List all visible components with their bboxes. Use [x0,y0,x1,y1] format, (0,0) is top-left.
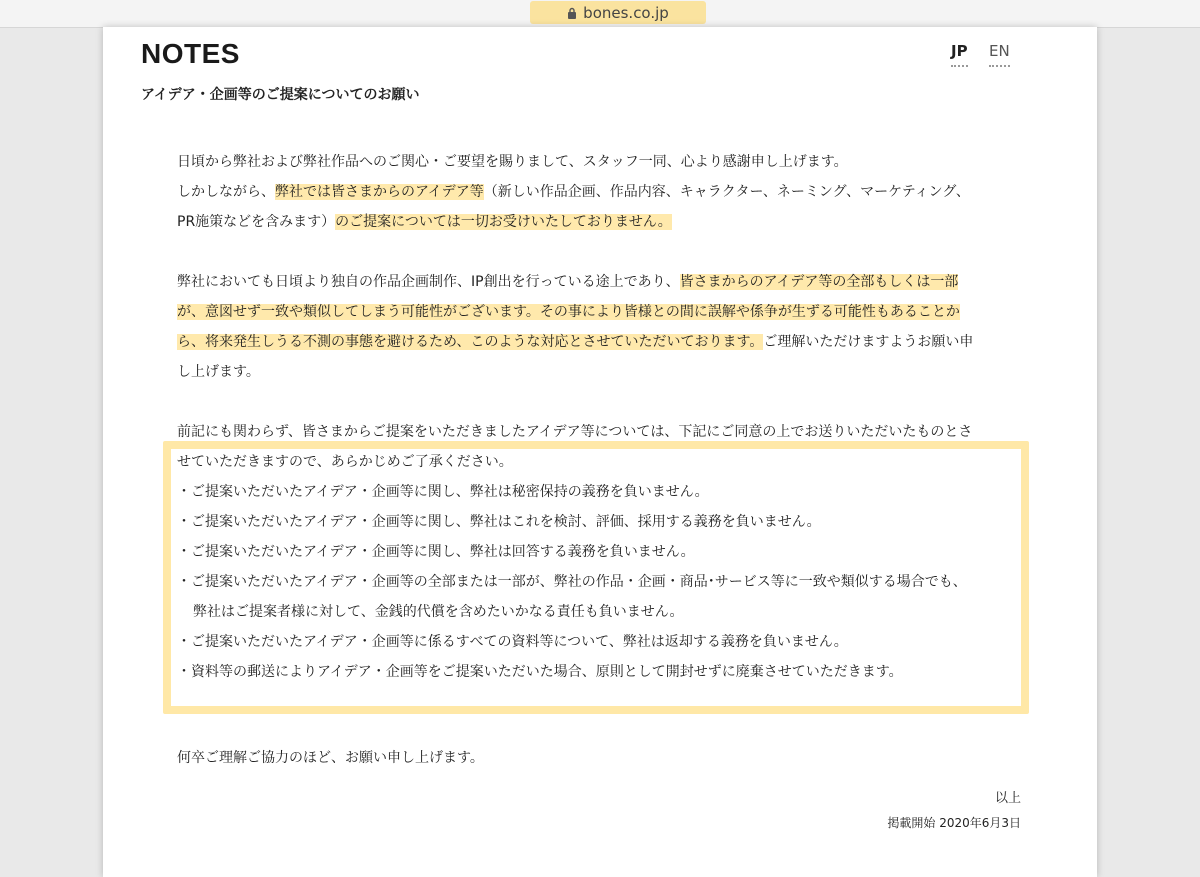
paragraph-1-line-2 [177,177,1037,207]
bullet-item: ・ご提案いただいたアイデア・企画等の全部または一部が、弊社の作品・企画・商品･サービス等に一致や類似する場合でも、 [177,574,967,590]
notes-page [103,27,1097,877]
url-text: bones.co.jp [583,3,669,22]
ijo-text: 以上 [994,791,1021,806]
address-field[interactable] [530,1,706,24]
paragraph-spacer [177,387,1037,417]
bullet-item: ・ご提案いただいたアイデア・企画等に関し、弊社はこれを検討、評価、採用する義務を負いません。 [177,514,821,530]
page-title: NOTES [141,38,240,69]
lock-icon [567,7,577,19]
paragraph-3-line-1: 前記にも関わらず、皆さまからご提案をいただきましたアイデア等については、下記にご同意の上でお送りいただいたものとさ [177,424,973,440]
lang-en-link[interactable]: EN [989,42,1010,67]
paragraph-2-line-2 [177,297,1037,327]
publish-date: 掲載開始 2020年6月3日 [887,816,1021,830]
paragraph-2-line-4: し上げます。 [177,364,260,380]
page-subtitle: アイデア・企画等のご提案についてのお願い [141,87,420,103]
paragraph-2-line-3 [177,327,1037,357]
highlighted-text: 弊社では皆さまからのアイデア等 [275,184,484,200]
bullet-item: ・ご提案いただいたアイデア・企画等に関し、弊社は回答する義務を負いません。 [177,544,695,560]
bullet-item: ・資料等の郵送によりアイデア・企画等をご提案いただいた場合、原則として開封せずに廃棄させていただきます。 [177,664,903,680]
text-segment: PR施策などを含みます） [177,214,336,230]
closing-line: 何卒ご理解ご協力のほど、お願い申し上げます。 [177,750,484,766]
bullet-item-continuation: 弊社はご提案者様に対して、金銭的代償を含めたいかなる責任も負いません。 [193,604,684,620]
paragraph-1-line-3 [177,207,1037,237]
paragraph-2-line-1 [177,267,1037,297]
text-segment: 弊社においても日頃より独自の作品企画制作、IP創出を行っている途上であり、 [177,274,680,290]
paragraph-1-line-1: 日頃から弊社および弊社作品へのご関心・ご要望を賜りまして、スタッフ一同、心より感謝申し上げます。 [177,154,848,170]
paragraph-3-line-2: せていただきますので、あらかじめご了承ください。 [177,454,513,470]
text-segment: ご理解いただけますようお願い申 [763,334,974,350]
bullet-item: ・ご提案いただいたアイデア・企画等に係るすべての資料等について、弊社は返却する義務を負いません。 [177,634,848,650]
highlighter-box-annotation [163,441,1029,714]
highlighted-text: ら、将来発生しうる不測の事態を避けるため、このような対応とさせていただいております。 [177,334,764,350]
highlighted-text: のご提案については一切お受けいたしておりません。 [335,214,672,230]
bullet-item: ・ご提案いただいたアイデア・企画等に関し、弊社は秘密保持の義務を負いません。 [177,484,709,500]
highlighted-text: が、意図せず一致や類似してしまう可能性がございます。 [177,304,540,320]
browser-url-bar [0,0,1200,28]
text-segment: （新しい作品企画、作品内容、キャラクター、ネーミング、マーケティング、 [483,184,970,200]
lang-jp-link[interactable]: JP [951,42,968,67]
paragraph-spacer [177,237,1037,267]
text-segment: しかしながら、 [177,184,275,200]
highlighted-text: 皆さまからのアイデア等の全部もしくは一部 [679,274,959,290]
highlighted-text: その事により皆様との間に誤解や係争が生ずる可能性もあることか [539,304,960,320]
